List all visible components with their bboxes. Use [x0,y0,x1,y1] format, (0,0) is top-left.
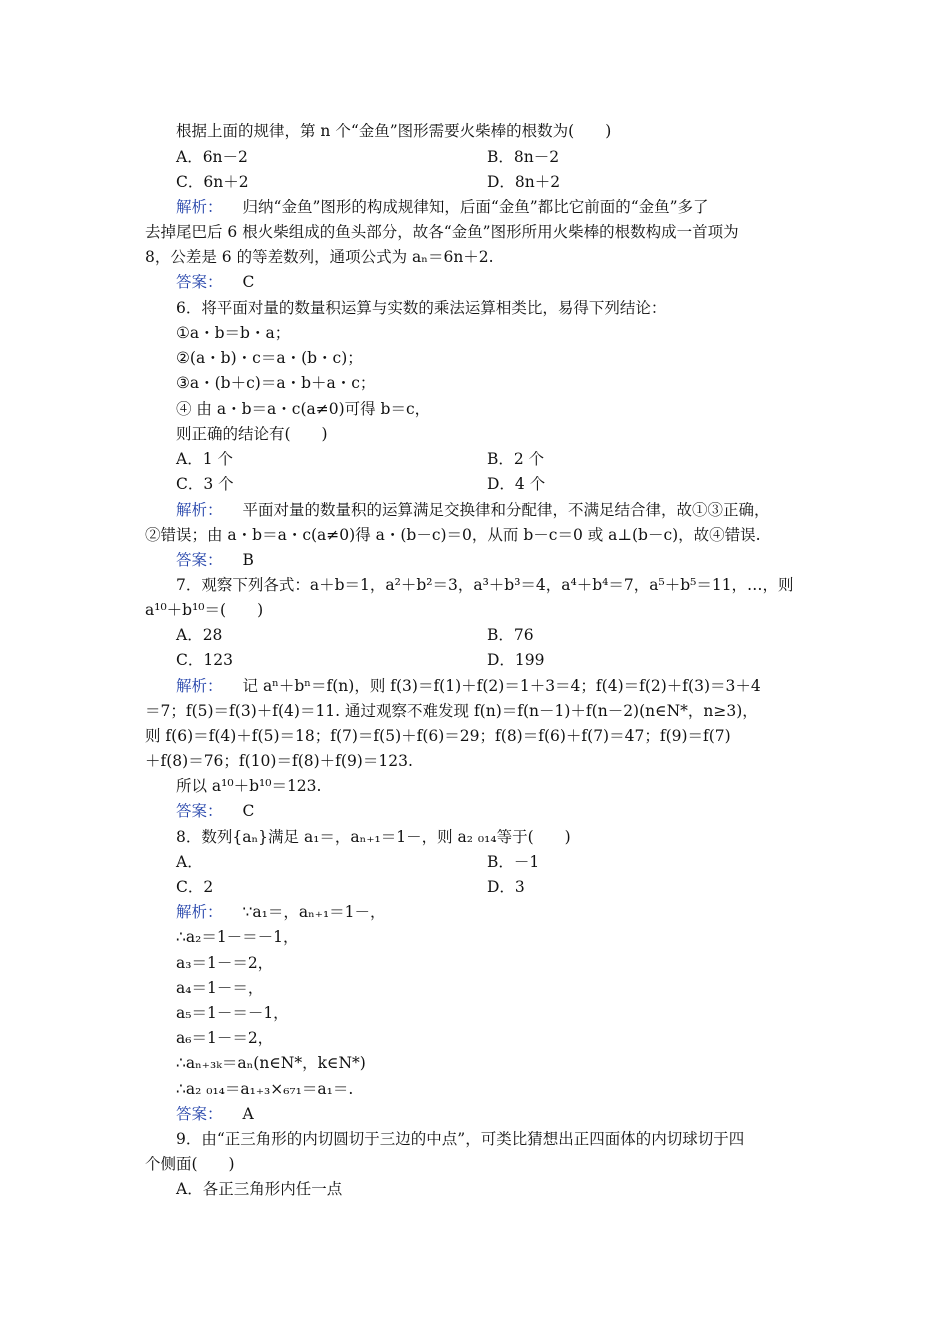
q6-option-c: C．3 个 [176,475,234,493]
answer-label: 答案： [176,273,223,291]
q7-solution-line-4: ＋f(8)＝76；f(10)＝f(8)＋f(9)＝123. [145,752,413,770]
q6-answer [176,548,254,573]
q8-solution-line-7: ∴aₙ₊₃ₖ＝aₙ(n∈N*，k∈N*) [176,1054,366,1072]
q6-stem: 6．将平面对量的数量积运算与实数的乘法运算相类比，易得下列结论： [176,299,667,317]
q8-solution-line-2: ∴a₂＝1－＝－1， [176,928,299,946]
q8-solution-line-4: a₄＝1－＝， [176,979,264,997]
q5-solution-line-3: 8，公差是 6 的等差数列，通项公式为 aₙ＝6n＋2. [145,248,494,266]
q6-question: 则正确的结论有( ) [176,425,328,443]
q5-option-c: C．6n＋2 [176,173,249,191]
q8-solution-line-1 [176,900,386,925]
q7-solution-line-5: 所以 a¹⁰＋b¹⁰＝123. [176,777,322,795]
q6-option-a: A．1 个 [176,450,233,468]
q5-solution-line-2: 去掉尾巴后 6 根火柴组成的鱼头部分，故各“金鱼”图形所用火柴棒的根数构成一首项为 [145,223,739,241]
solution-text: 归纳“金鱼”图形的构成规律知，后面“金鱼”都比它前面的“金鱼”多了 [242,198,709,216]
q6-option-b: B．2 个 [487,450,545,468]
answer-label: 答案： [176,1105,223,1123]
q8-solution-line-6: a₆＝1－＝2， [176,1029,274,1047]
solution-label: 解析： [176,903,223,921]
q7-option-b: B．76 [487,626,534,644]
solution-text: 平面对量的数量积的运算满足交换律和分配律，不满足结合律，故①③正确， [242,501,770,519]
q8-solution-line-8: ∴a₂ ₀₁₄＝a₁₊₃×₆₇₁＝a₁＝. [176,1080,354,1098]
q9-stem-line-1: 9．由“正三角形的内切圆切于三边的中点”，可类比猜想出正四面体的内切球切于四 [176,1130,745,1148]
q9-option-a: A．各正三角形内任一点 [176,1180,343,1198]
q7-stem-line-2: a¹⁰＋b¹⁰＝( ) [145,601,264,619]
answer-value: C [242,273,255,291]
q6-solution-line-1 [176,498,770,523]
q7-option-d: D．199 [487,651,545,669]
q5-solution-line-1 [176,195,709,220]
solution-label: 解析： [176,198,223,216]
q8-solution-line-3: a₃＝1－＝2， [176,954,274,972]
q6-option-d: D．4 个 [487,475,546,493]
answer-value: B [242,551,254,569]
q9-stem-line-2: 个侧面( ) [145,1155,235,1173]
q6-item-3: ③a・(b＋c)＝a・b＋a・c； [176,374,376,392]
q7-option-c: C．123 [176,651,233,669]
answer-label: 答案： [176,551,223,569]
q8-option-d: D．3 [487,878,525,896]
answer-value: C [242,802,255,820]
solution-text: ∵a₁＝，aₙ₊₁＝1－， [242,903,386,921]
q6-solution-line-2: ②错误；由 a・b＝a・c(a≠0)得 a・(b－c)＝0，从而 b－c＝0 或 a⊥(b－c)，故④错误. [145,526,761,544]
q7-answer [176,799,254,824]
q5-option-d: D．8n＋2 [487,173,561,191]
q7-option-a: A．28 [176,626,223,644]
q7-solution-line-1 [176,674,761,699]
solution-label: 解析： [176,677,223,695]
q5-answer [176,270,254,295]
q8-answer [176,1102,254,1127]
answer-value: A [242,1105,254,1123]
q8-option-c: C．2 [176,878,214,896]
solution-text: 记 aⁿ＋bⁿ＝f(n)，则 f(3)＝f(1)＋f(2)＝1＋3＝4；f(4)＝f(2)＋f(3)＝3＋4 [242,677,761,695]
solution-label: 解析： [176,501,223,519]
q8-solution-line-5: a₅＝1－＝－1， [176,1004,289,1022]
q6-item-2: ②(a・b)・c＝a・(b・c)； [176,349,363,367]
q8-option-a: A． [176,853,203,871]
q7-stem-line-1: 7．观察下列各式：a＋b＝1，a²＋b²＝3，a³＋b³＝4，a⁴＋b⁴＝7，a⁵＋b⁵＝11，…，则 [176,576,794,594]
q5-stem: 根据上面的规律，第 n 个“金鱼”图形需要火柴棒的根数为( ) [176,122,612,140]
q8-stem: 8．数列{aₙ}满足 a₁＝，aₙ₊₁＝1－，则 a₂ ₀₁₄等于( ) [176,828,571,846]
q6-item-4: ④ 由 a・b＝a・c(a≠0)可得 b＝c， [176,400,431,418]
q6-item-1: ①a・b＝b・a； [176,324,291,342]
answer-label: 答案： [176,802,223,820]
q8-option-b: B．－1 [487,853,540,871]
q7-solution-line-3: 则 f(6)＝f(4)＋f(5)＝18；f(7)＝f(5)＋f(6)＝29；f(8)＝f(6)＋f(7)＝47；f(9)＝f(7) [145,727,731,745]
q5-option-a: A．6n－2 [176,148,248,166]
q7-solution-line-2: ＝7；f(5)＝f(3)＋f(4)＝11. 通过观察不难发现 f(n)＝f(n－1)＋f(n－2)(n∈N*，n≥3)， [145,702,758,720]
q5-option-b: B．8n－2 [487,148,560,166]
